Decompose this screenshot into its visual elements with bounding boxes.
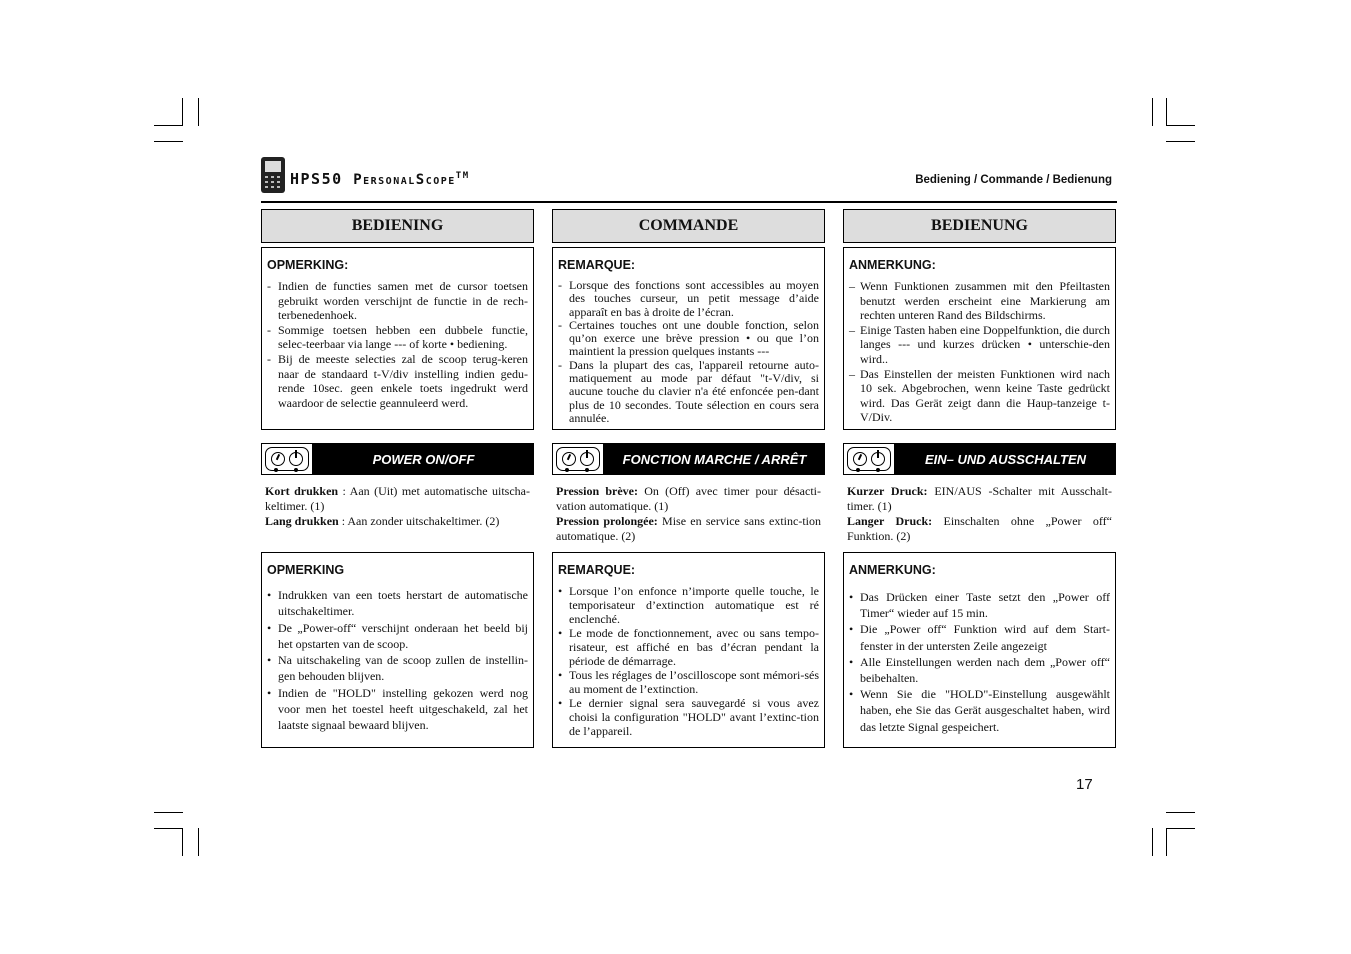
press-label: Langer Druck: (847, 514, 933, 528)
press-text: : Aan (Uit) met automatische uitscha-keltimer. (1) (265, 484, 531, 513)
press-label: Kort drukken (265, 484, 339, 498)
note-list (267, 587, 528, 734)
list-item: • Indrukken van een toets herstart de automatische uitschakeltimer. (267, 587, 528, 620)
press-description (556, 484, 821, 544)
crop-mark (1166, 828, 1195, 829)
list-item: - Bij de meeste selecties zal de scoop terug-keren naar de standaard t-V/div instelling indien gedu-rende 10sec. geen enkele toets ingedrukt werd waardoor de selectie geannuleerd werd. (267, 352, 528, 410)
crop-mark (1152, 98, 1153, 126)
note-box (552, 247, 825, 430)
list-item: – Einige Tasten haben eine Doppelfunktion, die durch langes --- und kurzes drücken • unterschie-den wird.. (849, 323, 1110, 367)
brand-main: HPS50 (290, 170, 354, 188)
note-list (267, 279, 528, 410)
section-title: Bediening / Commande / Bedienung (915, 174, 1112, 186)
crop-mark (1166, 98, 1167, 126)
column-title: COMMANDE (552, 209, 825, 243)
section-heading: EIN– UND AUSSCHALTEN (895, 443, 1116, 475)
list-item: - Indien de functies samen met de cursor toetsen gebruikt worden verschijnt de functie in de rech-terbenedenhoek. (267, 279, 528, 323)
list-item: • De „Power-off“ verschijnt onderaan het beeld bij het opstarten van de scoop. (267, 620, 528, 653)
list-item: • Tous les réglages de l’oscilloscope sont mémori-sés au moment de l’extinction. (558, 668, 819, 696)
note-list (849, 589, 1110, 735)
press-label: Pression prolongée: (556, 514, 658, 528)
note-label: OPMERKING: (267, 258, 349, 272)
column-german (843, 209, 1116, 734)
section-bar (261, 443, 534, 475)
oscilloscope-device-icon (261, 157, 285, 193)
press-text: : Aan zonder uitschakeltimer. (2) (338, 514, 500, 528)
crop-mark (154, 125, 183, 126)
press-text: EIN/AUS -Schalter mit Ausschalt-timer. (1) (847, 484, 1112, 513)
crop-mark (198, 98, 199, 126)
note-label: REMARQUE: (558, 258, 636, 272)
note-list (849, 279, 1110, 425)
crop-mark (1166, 141, 1195, 142)
power-button-icon (261, 443, 313, 475)
note-list (558, 279, 819, 425)
list-item: • Das Drücken einer Taste setzt den „Power off Timer“ wieder auf 15 min. (849, 589, 1110, 621)
note-label: ANMERKUNG: (849, 258, 936, 272)
note-box (843, 552, 1116, 748)
column-french (552, 209, 825, 738)
list-item: - Lorsque des fonctions sont accessibles au moyen des touches curseur, un petit message d’aide apparaît en bas à droite de l’écran. (558, 279, 819, 319)
crop-mark (182, 828, 183, 856)
list-item: – Das Einstellen der meisten Funktionen wird nach 10 sek. Abgebrochen, wenn keine Taste gedrückt wird. Das Gerät zeigt dann die Haup-tanzeige t-V/Div. (849, 367, 1110, 425)
crop-mark (182, 98, 183, 126)
note-label: OPMERKING (267, 563, 345, 577)
note-box (552, 552, 825, 748)
list-item: • Die „Power off“ Funktion wird auf dem Start-fenster in der untersten Zeile angezeigt (849, 621, 1110, 653)
note-box (843, 247, 1116, 430)
column-dutch (261, 209, 534, 733)
brand-sub: PersonalScope (353, 172, 456, 188)
trademark-mark: TM (455, 171, 470, 181)
crop-mark (154, 812, 183, 813)
page-number: 17 (1076, 776, 1093, 793)
section-bar (552, 443, 825, 475)
column-title: BEDIENING (261, 209, 534, 243)
note-box (261, 247, 534, 430)
crop-mark (1152, 828, 1153, 856)
list-item: • Le dernier signal sera sauvegardé si vous avez choisi la configuration "HOLD" avant l’extinc-tion de l’appareil. (558, 696, 819, 738)
list-item: - Sommige toetsen hebben een dubbele functie, selec-teerbaar via lange --- of korte • bediening. (267, 323, 528, 352)
column-title: BEDIENUNG (843, 209, 1116, 243)
press-label: Pression brève: (556, 484, 638, 498)
list-item: • Lorsque l’on enfonce n’importe quelle touche, le temporisateur d’extinction automatique est ré enclenché. (558, 584, 819, 626)
brand-title (290, 170, 470, 188)
section-bar (843, 443, 1116, 475)
press-label: Lang drukken (265, 514, 339, 528)
crop-mark (154, 141, 183, 142)
press-text: On (Off) avec timer pour désacti-vation automatique. (1) (556, 484, 821, 513)
section-heading: FONCTION MARCHE / ARRÊT (604, 443, 825, 475)
note-box (261, 552, 534, 748)
press-text: Mise en service sans extinc-tion automatique. (2) (556, 514, 821, 543)
crop-mark (1166, 125, 1195, 126)
list-item: - Dans la plupart des cas, l'appareil retourne auto-matiquement au mode par défaut "t-V/div, si aucune touche du clavier n'a été enfoncée pen-dant plus de 10 secondes. Toute sélection en cours sera annulée. (558, 359, 819, 425)
list-item: - Certaines touches ont une double fonction, selon qu’on exerce une brève pression • ou que l’on maintient la pression quelques instants --- (558, 319, 819, 359)
power-button-icon (552, 443, 604, 475)
crop-mark (154, 828, 183, 829)
list-item: • Na uitschakeling van de scoop zullen de instellin-gen behouden blijven. (267, 652, 528, 685)
note-list (558, 584, 819, 738)
list-item: – Wenn Funktionen zusammen mit den Pfeiltasten benutzt werden erscheint eine Markierung am rechten unteren Rand des Bildschirms. (849, 279, 1110, 323)
press-description (847, 484, 1112, 544)
section-heading: POWER ON/OFF (313, 443, 534, 475)
note-label: ANMERKUNG: (849, 563, 936, 577)
note-label: REMARQUE: (558, 563, 636, 577)
press-text: Einschalten ohne „Power off“ Funktion. (2) (847, 514, 1112, 543)
crop-mark (198, 828, 199, 856)
crop-mark (1166, 828, 1167, 856)
crop-mark (1166, 812, 1195, 813)
list-item: • Alle Einstellungen werden nach dem „Power off“ beibehalten. (849, 654, 1110, 686)
page-header (261, 157, 1117, 203)
list-item: • Le mode de fonctionnement, avec ou sans tempo-risateur, est affiché en bas d’écran pendant la période de démarrage. (558, 626, 819, 668)
press-label: Kurzer Druck: (847, 484, 928, 498)
list-item: • Wenn Sie die "HOLD"-Einstellung ausgewählt haben, ehe Sie das Gerät ausgeschaltet haben, wird das letzte Signal gespeichert. (849, 686, 1110, 735)
power-button-icon (843, 443, 895, 475)
press-description (265, 484, 530, 529)
list-item: • Indien de "HOLD" instelling gekozen werd nog voor men het toestel heeft uitgeschakeld, zal het laatste signaal bewaard blijven. (267, 685, 528, 734)
